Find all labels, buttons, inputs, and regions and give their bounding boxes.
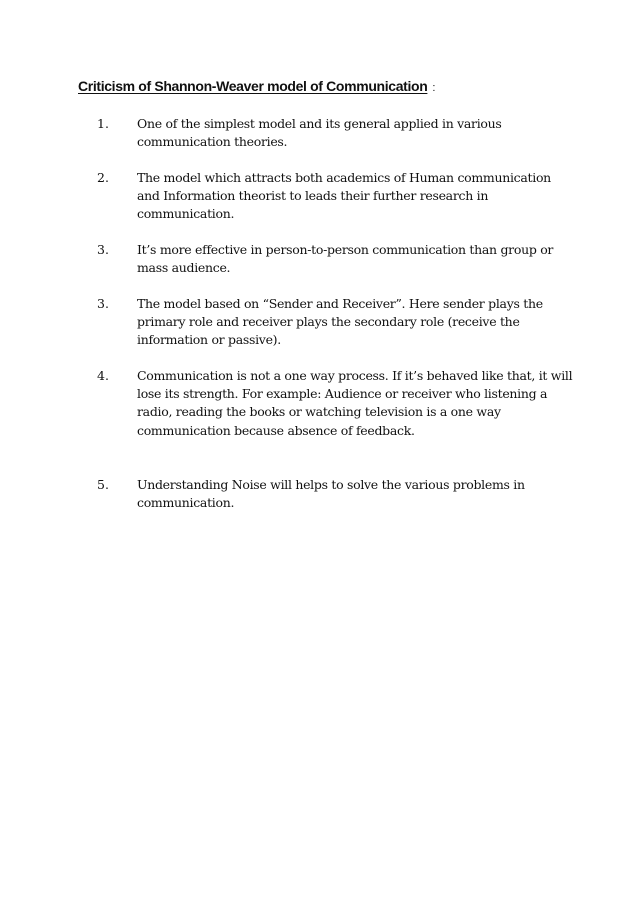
heading-colon: :: [432, 82, 436, 94]
list-item-text: The model based on “Sender and Receiver”. Here sender plays the primary role and receiver plays the secondary role (receive the information or passive).: [137, 296, 543, 348]
list-item-text: Understanding Noise will helps to solve the various problems in communication.: [137, 477, 525, 511]
list-item-text: It’s more effective in person-to-person communication than group or mass audience.: [137, 242, 554, 276]
list-item-number: 3.: [97, 242, 109, 257]
list-item-text: Communication is not a one way process. If it’s behaved like that, it will lose its strength. For example: Audience or receiver who listening a radio, reading the books or watching television is a one way communication because absence of feedback.: [137, 368, 573, 438]
list-item-number: 5.: [97, 477, 109, 492]
heading-title: Criticism of Shannon-Weaver model of Communication: [78, 78, 428, 94]
list-item-number: 2.: [97, 170, 109, 185]
list-item-text: The model which attracts both academics of Human communication and Information theorist to leads their further research in communication.: [137, 170, 551, 222]
list-item-number: 1.: [97, 116, 109, 131]
list-item-number: 3.: [97, 296, 109, 311]
list-item-number: 4.: [97, 368, 109, 383]
list-item-text: One of the simplest model and its general applied in various communication theories.: [137, 116, 502, 150]
